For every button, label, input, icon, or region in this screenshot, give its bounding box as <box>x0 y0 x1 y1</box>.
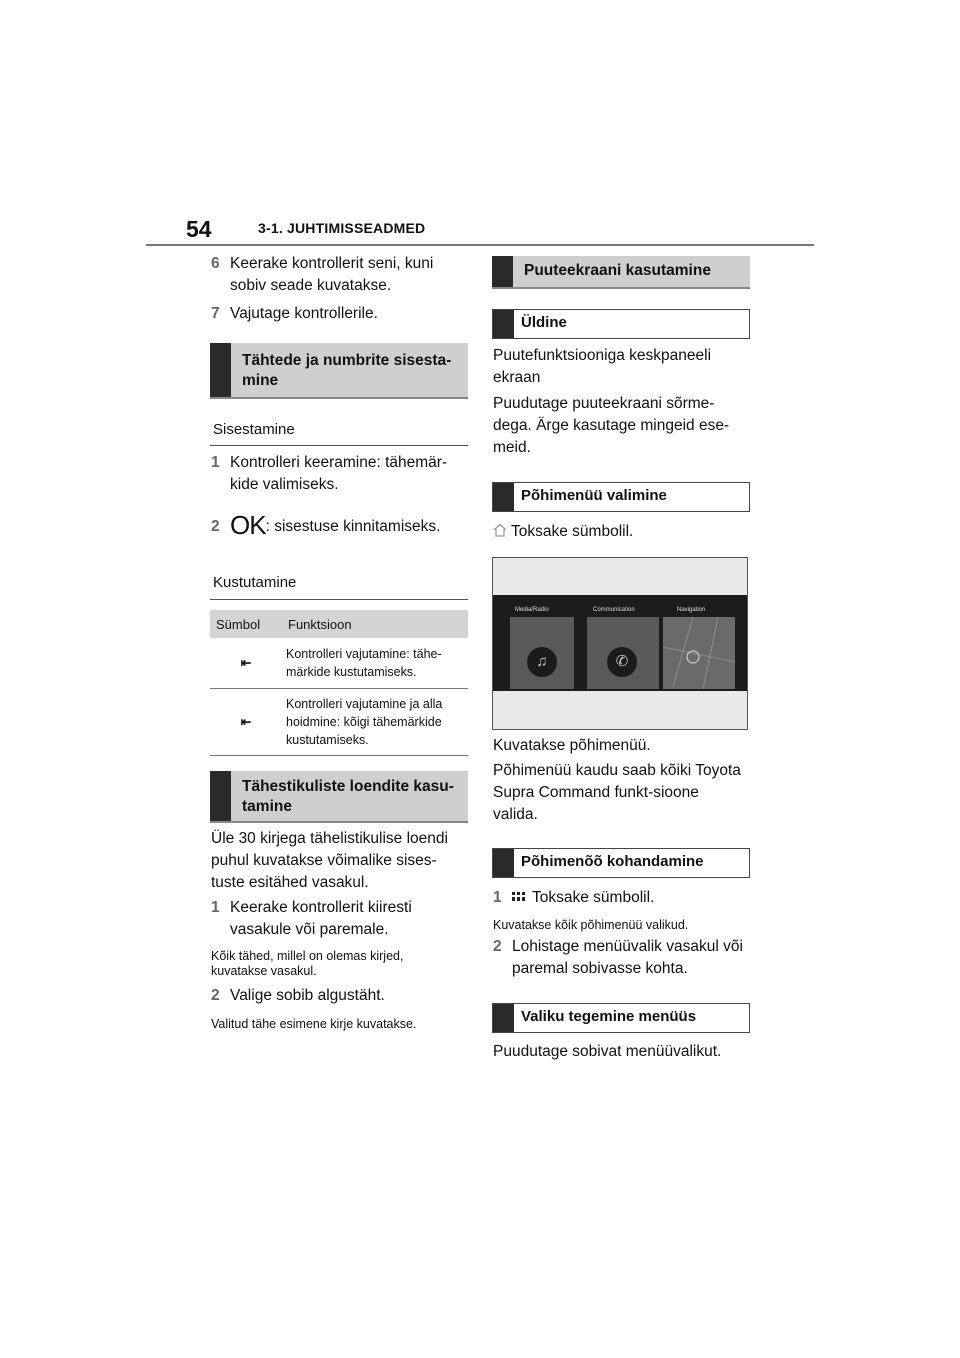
subheading-adjust <box>492 848 750 878</box>
step-text: Vajutage kontrollerile. <box>230 305 378 322</box>
step-6 <box>211 253 466 297</box>
heading-bar <box>492 256 513 287</box>
table-header-symbol: Sümbol <box>210 610 282 638</box>
subheading-general <box>492 309 750 339</box>
header-rule <box>146 244 814 246</box>
step-text: Kontrolleri keeramine: tähemär-kide valimiseks. <box>230 454 448 493</box>
subheading-delete <box>210 570 468 600</box>
section-heading-touch <box>492 256 750 289</box>
alpha-note-2: Valitud tähe esimene kirje kuvatakse. <box>211 1017 417 1031</box>
subheading-text: Sisestamine <box>213 421 295 438</box>
alpha-step-2 <box>211 985 466 1007</box>
heading-text: Põhimenõõ kohandamine <box>521 853 704 870</box>
menu-grid-icon <box>512 887 532 909</box>
subheading-text: Kustutamine <box>213 574 297 591</box>
navigation-tile <box>663 617 735 689</box>
home-text: Toksake sümbolil. <box>511 523 634 540</box>
step-number: 2 <box>211 987 220 1004</box>
main-menu-screenshot <box>492 557 748 730</box>
main-text-2: Põhimenüü kaudu saab kõiki Toyota Supra Command funkt-sioone valida. <box>493 762 741 823</box>
heading-text: Valiku tegemine menüüs <box>521 1008 697 1025</box>
step-text: Valige sobib algustäht. <box>230 987 385 1004</box>
table-header-function: Funktsioon <box>282 610 468 638</box>
adjust-step-1 <box>493 887 743 909</box>
adjust-note-1: Kuvatakse kõik põhimenüü valikud. <box>493 918 689 932</box>
heading-text: Üldine <box>521 314 567 331</box>
table-header-row <box>210 610 468 638</box>
main-text-1: Kuvatakse põhimenüü. <box>493 737 651 754</box>
phone-icon: ✆ <box>607 647 637 677</box>
step-number: 1 <box>493 889 502 906</box>
table-cell: Kontrolleri vajutamine ja alla hoidmine: kõigi tähemärkide kustutamiseks. <box>282 689 468 756</box>
page-number: 54 <box>186 216 212 242</box>
backspace-icon: ⇤ <box>210 638 282 689</box>
step-text: Keerake kontrollerit seni, kuni sobiv seade kuvatakse. <box>230 255 434 294</box>
heading-text: Põhimenüü valimine <box>521 487 667 504</box>
general-text-1: Puutefunktsiooniga keskpaneeli ekraan <box>493 347 712 386</box>
tab-communication: Communication <box>593 607 635 613</box>
table-row <box>210 689 468 756</box>
section-heading-entry <box>210 343 468 399</box>
communication-tile <box>587 617 659 689</box>
heading-text: Tähestikuliste loendite kasu-tamine <box>242 778 454 815</box>
section-heading-alphabetic <box>210 771 468 823</box>
step-number: 6 <box>211 255 220 272</box>
step-number: 7 <box>211 305 220 322</box>
step-number: 1 <box>211 899 220 916</box>
heading-text: Tähtede ja numbrite sisesta-mine <box>242 352 452 389</box>
input-step-2 <box>211 510 471 540</box>
subheading-select <box>492 1003 750 1033</box>
step-number: 1 <box>211 454 220 471</box>
step-text: : sisestuse kinnitamiseks. <box>265 518 441 535</box>
home-icon <box>493 521 511 543</box>
heading-bar <box>493 310 514 338</box>
step-text: Toksake sümbolil. <box>532 889 655 906</box>
heading-bar <box>493 483 514 511</box>
music-note-icon: ♫ <box>527 647 557 677</box>
tab-media-radio: Media/Radio <box>515 607 549 613</box>
table-cell: Kontrolleri vajutamine: tähe-märkide kustutamiseks. <box>282 638 468 689</box>
media-tile <box>510 617 574 689</box>
screen-display <box>493 595 747 691</box>
step-text: Lohistage menüüvalik vasakul või paremal sobivasse kohta. <box>512 938 743 977</box>
table-row <box>210 638 468 689</box>
step-number: 2 <box>493 938 502 955</box>
home-instruction <box>493 521 743 543</box>
heading-bar <box>493 849 514 877</box>
heading-bar <box>493 1004 514 1032</box>
input-step-1 <box>211 452 466 496</box>
step-text: Keerake kontrollerit kiiresti vasakule või paremale. <box>230 899 412 938</box>
select-text: Puudutage sobivat menüüvalikut. <box>493 1043 722 1060</box>
alpha-step-1 <box>211 897 466 941</box>
subheading-main-menu <box>492 482 750 512</box>
map-icon <box>663 617 735 689</box>
symbol-table <box>210 610 468 756</box>
general-text-2: Puudutage puuteekraani sõrme-dega. Ärge kasutage mingeid ese-meid. <box>493 395 730 456</box>
step-number: 2 <box>211 518 220 535</box>
adjust-step-2 <box>493 936 748 980</box>
tab-navigation: Navigation <box>677 607 706 613</box>
alpha-paragraph: Üle 30 kirjega tähelistikulise loendi puhul kuvatakse võimalike sises-tuste esitähed vasakul. <box>211 830 448 891</box>
heading-bar <box>210 343 231 397</box>
heading-text: Puuteekraani kasutamine <box>524 262 711 279</box>
chapter-title: 3-1. JUHTIMISSEADMED <box>258 220 426 236</box>
alpha-note-1: Kõik tähed, millel on olemas kirjed, kuvatakse vasakul. <box>211 949 404 978</box>
subheading-input <box>210 416 468 446</box>
step-7 <box>211 303 466 325</box>
ok-icon: OK <box>230 510 266 540</box>
heading-bar <box>210 771 231 821</box>
backspace-icon: ⇤ <box>210 689 282 756</box>
